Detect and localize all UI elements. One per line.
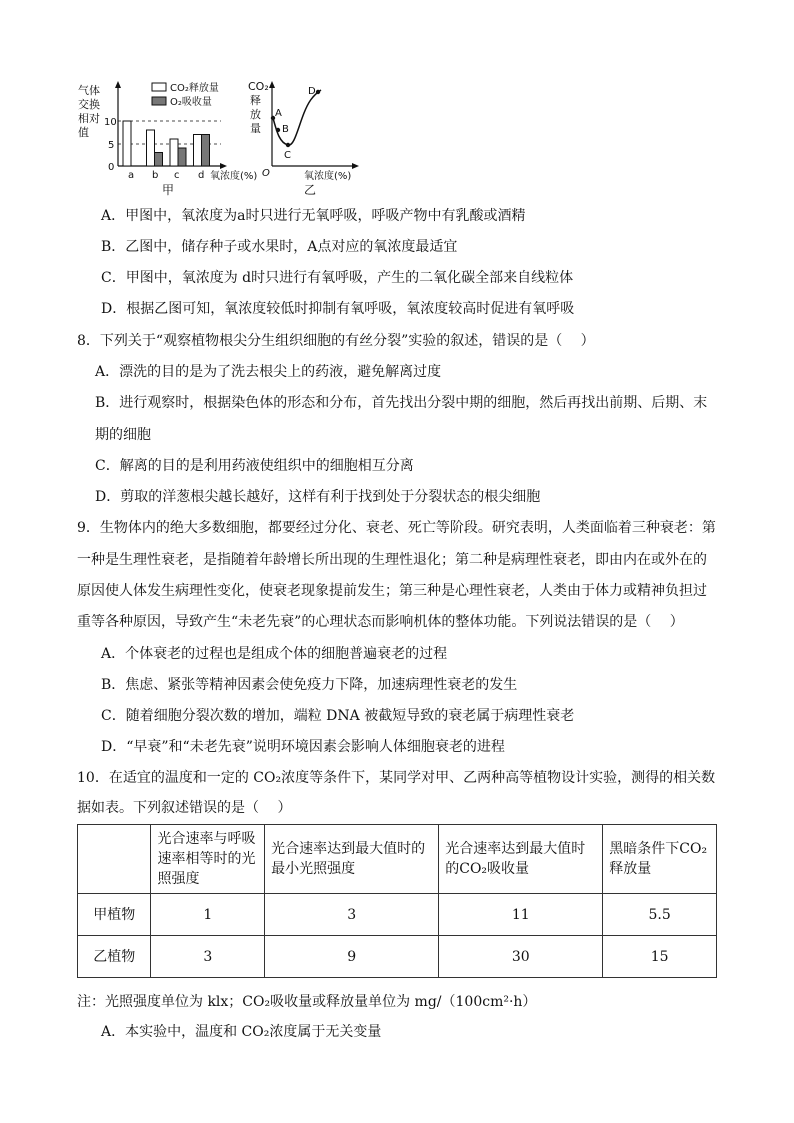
q10-stem-line-1: 10．在适宜的温度和一定的 CO₂浓度等条件下，某同学对甲、乙两种高等植物设计实验，测得的相关数 [77,770,716,786]
table-cell: 11 [439,894,603,936]
point-a-label: A [275,108,282,119]
figure-jia-ylabel-4: 值 [78,126,89,139]
figure-yi-origin: O [262,168,270,179]
xcat-c: c [174,170,180,181]
q8-option-b: B．进行观察时，根据染色体的形态和分布，首先找出分裂中期的细胞，然后再找出前期、后期、末 [95,395,708,411]
point-b-label: B [282,124,289,135]
table-header-cell: 光合速率与呼吸速率相等时的光照强度 [151,825,265,894]
q10-option-a: A．本实验中，温度和 CO₂浓度属于无关变量 [101,1024,382,1040]
q7-option-d: D．根据乙图可知，氧浓度较低时抑制有氧呼吸，氧浓度较高时促进有氧呼吸 [101,301,575,317]
point-b-dot [276,128,280,132]
ytick-10: 10 [104,117,117,128]
q7-option-b: B．乙图中，储存种子或水果时，A点对应的氧浓度最适宜 [101,239,458,255]
figure-jia [76,78,266,198]
legend-swatch-o2 [152,97,166,105]
figure-jia-ylabel-2: 交换 [78,98,100,111]
ytick-5: 5 [108,140,115,151]
figure-jia-y-arrow [115,81,121,88]
co2-bar-b [147,130,155,166]
xcat-d: d [198,170,205,181]
figure-jia-legend [152,81,219,108]
q9-stem-line-2: 一种是生理性衰老，是指随着年龄增长所出现的生理性退化；第二种是病理性衰老，即由内在或外在的 [77,552,707,568]
legend-o2-label: O₂吸收量 [170,97,212,108]
q10-stem-line-2: 据如表。下列叙述错误的是（ ） [77,800,292,816]
legend-swatch-co2 [152,83,166,91]
table-row-header: 甲植物 [78,894,151,936]
point-c-dot [286,143,290,147]
table-header-row [78,825,717,894]
figure-jia-x-arrow [220,163,227,169]
q8-option-c: C．解离的目的是利用药液使组织中的细胞相互分离 [95,458,414,474]
table-cell: 15 [603,936,717,978]
figure-yi-y-arrow [269,81,275,88]
table-header-cell: 黑暗条件下CO₂释放量 [603,825,717,894]
q9-stem-line-1: 9．生物体内的绝大多数细胞，都要经过分化、衰老、死亡等阶段。研究表明，人类面临着三种衰老：第 [77,520,716,536]
ytick-0: 0 [108,162,115,173]
q9-option-d: D．“早衰”和“未老先衰”说明环境因素会影响人体细胞衰老的进程 [101,739,505,755]
table-cell: 30 [439,936,603,978]
point-c-label: C [284,150,291,161]
figure-yi [246,78,366,198]
o2-bar-b [155,153,163,167]
q7-option-c: C．甲图中，氧浓度为 d时只进行有氧呼吸，产生的二氧化碳全部来自线粒体 [101,270,574,286]
o2-bar-c [178,148,186,166]
table-row-header: 乙植物 [78,936,151,978]
table-cell: 3 [265,894,439,936]
co2-bar-c [170,139,178,166]
q8-option-b-cont: 期的细胞 [95,427,151,443]
legend-co2-label: CO₂释放量 [170,83,219,94]
point-d-dot [316,90,320,94]
table-note: 注：光照强度单位为 klx；CO₂吸收量或释放量单位为 mg/（100cm²·h） [77,994,537,1010]
figure-yi-xlabel: 氧浓度(%) [304,171,352,182]
q8-stem: 8．下列关于“观察植物根尖分生组织细胞的有丝分裂”实验的叙述，错误的是（ ） [77,333,595,349]
table-cell: 1 [151,894,265,936]
table-cell: 9 [265,936,439,978]
xcat-a: a [128,170,135,181]
figure-yi-x-arrow [352,163,359,169]
table-cell: 5.5 [603,894,717,936]
figure-jia-ylabel-1: 气体 [78,84,100,97]
q9-option-a: A．个体衰老的过程也是组成个体的细胞普遍衰老的过程 [101,646,448,662]
figure-yi-caption: 乙 [304,183,317,197]
q8-option-a: A．漂洗的目的是为了洗去根尖上的药液，避免解离过度 [95,364,442,380]
o2-bar-d [202,135,210,167]
point-d-label: D [308,86,316,97]
figure-yi-ylabel-4: 量 [250,122,261,135]
q7-option-a: A．甲图中，氧浓度为a时只进行无氧呼吸，呼吸产物中有乳酸或酒精 [101,208,526,224]
q8-option-d: D．剪取的洋葱根尖越长越好，这样有利于找到处于分裂状态的根尖细胞 [95,489,541,505]
table-header-cell: 光合速率达到最大值时的最小光照强度 [265,825,439,894]
xcat-b: b [152,170,159,181]
table-header-cell [78,825,151,894]
table-cell: 3 [151,936,265,978]
figure-jia-caption: 甲 [162,183,175,197]
figure-jia-xlabel: 氧浓度(%) [210,171,258,182]
figure-yi-ylabel-3: 放 [250,108,261,121]
q9-option-b: B．焦虑、紧张等精神因素会使免疫力下降，加速病理性衰老的发生 [101,677,518,693]
table-row [78,894,717,936]
data-table [77,824,717,978]
table-row [78,936,717,978]
co2-bar-a [123,121,131,166]
co2-bar-d [194,135,202,167]
figure-jia-bars [123,121,210,166]
figure-jia-ylabel-3: 相对 [78,112,100,125]
q9-stem-line-3: 原因使人体发生病理性变化，使衰老现象提前发生；第三种是心理性衰老，人类由于体力或精神负担过 [77,583,707,599]
figure-yi-ylabel-2: 释 [250,94,261,107]
table-header-cell: 光合速率达到最大值时的CO₂吸收量 [439,825,603,894]
figure-yi-ylabel-1: CO₂ [248,80,269,93]
q9-stem-line-4: 重等各种原因，导致产生“未老先衰”的心理状态而影响机体的整体功能。下列说法错误的是（ ） [77,614,684,630]
q9-option-c: C．随着细胞分裂次数的增加，端粒 DNA 被截短导致的衰老属于病理性衰老 [101,708,575,724]
